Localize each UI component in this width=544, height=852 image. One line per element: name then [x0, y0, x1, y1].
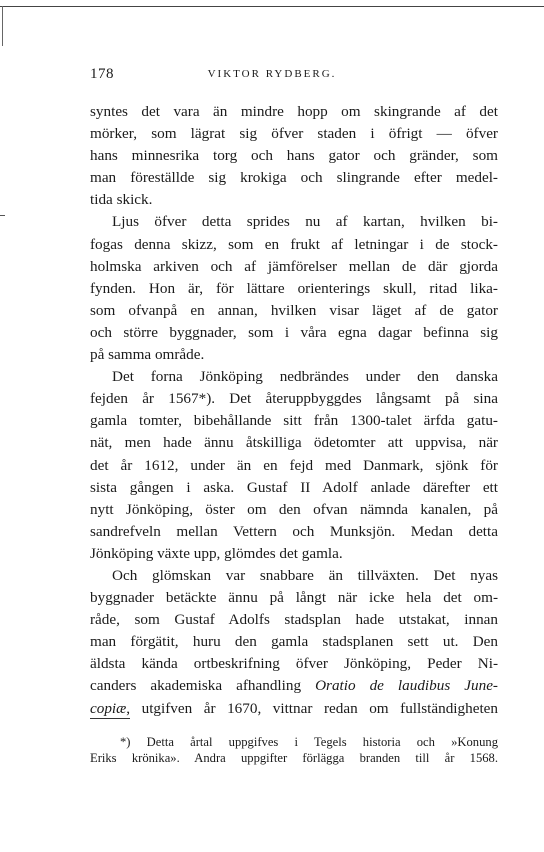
- page-edge-top: [0, 6, 544, 7]
- text-line: och större byggnader, som i våra egna dagar befinna sig: [90, 323, 498, 341]
- text-line: [90, 675, 498, 697]
- text-line: man förgätit, huru den gamla stadsplanen sett ut. Den: [90, 633, 498, 651]
- text-line: tida skick.: [90, 191, 153, 209]
- text-line: Ljus öfver detta sprides nu af kartan, hvilken bi-: [112, 213, 498, 231]
- text-segment: , utgifven år 1670, vittnar redan om fullständigheten: [126, 699, 498, 717]
- text-segment: canders akademiska afhandling: [90, 677, 302, 695]
- text-line: fejden år 1567*). Det återuppbyggdes långsamt på sina: [90, 390, 498, 408]
- text-line: det år 1612, under än en fejd med Danmark, sjönk för: [90, 456, 498, 474]
- footnote: [90, 734, 498, 766]
- text-line: syntes det vara än mindre hopp om skingrande af det: [90, 103, 498, 120]
- text-line: hans minnesrika torg och hans gator och gränder, som: [90, 147, 498, 165]
- margin-mark: [0, 215, 5, 216]
- footnote-line: Eriks krönika». Andra uppgifter förlägga branden till år 1568.: [90, 751, 498, 765]
- page-edge-left: [2, 6, 3, 46]
- text-line: holmska arkiven och af jämförelser mellan de där gjorda: [90, 257, 498, 275]
- running-head: VIKTOR RYDBERG.: [207, 68, 337, 80]
- text-line: Och glömskan var snabbare än tillväxten. Det nyas: [112, 566, 498, 584]
- text-line: sista gången i aska. Gustaf II Adolf anlade därefter ett: [90, 478, 498, 496]
- footnote-rule: [90, 718, 130, 719]
- text-line: nytt Jönköping, öster om den ofvan nämnda kanalen, på: [90, 500, 498, 518]
- text-line: på samma område.: [90, 346, 205, 364]
- text-line: nät, men hade ännu åtskilliga ödetomter att uppvisa, när: [90, 434, 498, 452]
- text-line: Det forna Jönköping nedbrändes under den danska: [112, 368, 498, 386]
- text-line: [90, 698, 498, 720]
- text-line: sandrefveln mellan Vettern och Munksjön. Medan detta: [90, 522, 498, 540]
- text-line: man föreställde sig krokiga och slingrande efter medel-: [90, 169, 498, 187]
- text-line: råde, som Gustaf Adolfs stadsplan hade utstakat, innan: [90, 611, 498, 629]
- body-text: [90, 101, 498, 720]
- page-number: 178: [90, 66, 114, 82]
- text-line: gamla tomter, bibehållande sitt från 1300-talet ärfda gatu-: [90, 412, 498, 430]
- text-line: fogas denna skizz, som en frukt af letningar i de stock-: [90, 235, 498, 253]
- italic-title: Oratio de laudibus June-: [315, 677, 498, 695]
- text-line: som ofvanpå en annan, hvilken visar läget af de gator: [90, 301, 498, 319]
- italic-title-continued: copiæ: [90, 699, 127, 717]
- text-line: äldsta kända ortbeskrifning öfver Jönköping, Peder Ni-: [90, 655, 498, 673]
- footnote-line: *) Detta årtal uppgifves i Tegels historia och »Konung: [120, 735, 498, 749]
- text-line: mörker, som lägrat sig öfver staden i öfrigt — öfver: [90, 125, 498, 143]
- text-line: byggnader betäckte ännu på långt när icke hela det om-: [90, 589, 498, 607]
- text-line: fynden. Hon är, för lättare orienterings skull, ritad lika-: [90, 279, 498, 297]
- text-line: Jönköping växte upp, glömdes det gamla.: [90, 544, 343, 562]
